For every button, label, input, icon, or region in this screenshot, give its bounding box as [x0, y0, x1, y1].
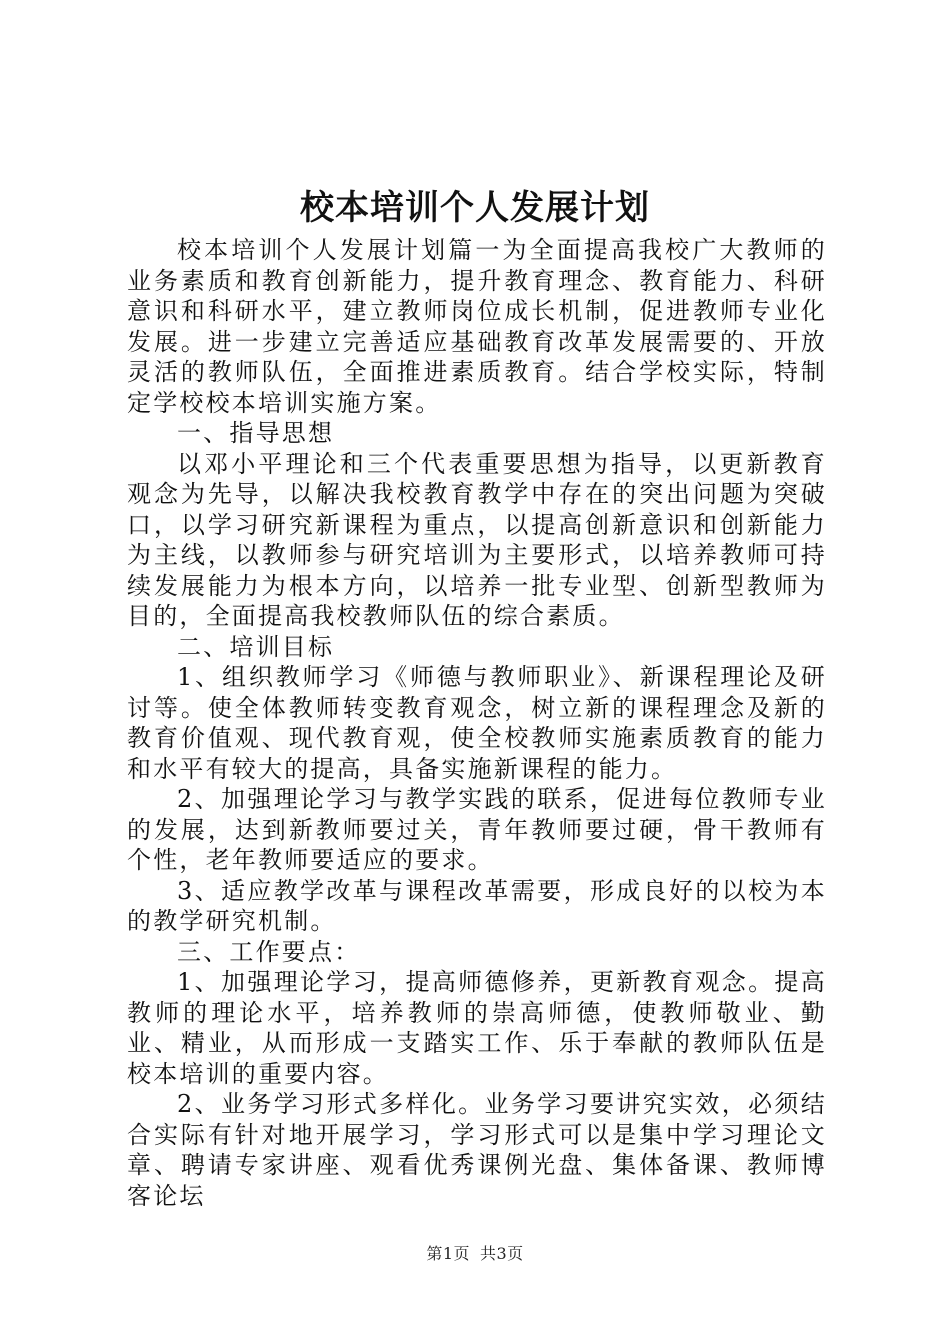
paragraph-work-point-1: 1、加强理论学习，提高师德修养，更新教育观念。提高教师的理论水平，培养教师的崇高师德，使教师敬业、勤业、精业，从而形成一支踏实工作、乐于奉献的教师队伍是校本培训的重要内容。: [127, 968, 827, 1088]
paragraph-work-point-2: 2、业务学习形式多样化。业务学习要讲究实效，必须结合实际有针对地开展学习，学习形式可以是集中学习理论文章、聘请专家讲座、观看优秀课例光盘、集体备课、教师博客论坛: [127, 1090, 827, 1210]
section-heading-work-points: 三、工作要点：: [177, 937, 361, 966]
paragraph-intro: 校本培训个人发展计划篇一为全面提高我校广大教师的业务素质和教育创新能力，提升教育理念、教育能力、科研意识和科研水平，建立教师岗位成长机制，促进教师专业化发展。进一步建立完善适应基础教育改革发展需要的、开放灵活的教师队伍，全面推进素质教育。结合学校实际，特制定学校校本培训实施方案。: [127, 236, 827, 417]
paragraph-goal-1: 1、组织教师学习《师德与教师职业》、新课程理论及研讨等。使全体教师转变教育观念，树立新的课程理念及新的教育价值观、现代教育观，使全校教师实施素质教育的能力和水平有较大的提高，具备实施新课程的能力。: [127, 663, 827, 783]
page-footer: [0, 1244, 950, 1264]
section-heading-guiding-ideology: 一、指导思想: [177, 419, 335, 447]
section-heading-training-goals: 二、培训目标: [177, 632, 335, 661]
page-total: 共3页: [480, 1244, 524, 1263]
page-title: 校本培训个人发展计划: [300, 188, 650, 228]
paragraph-goal-3: 3、适应教学改革与课程改革需要，形成良好的以校为本的教学研究机制。: [127, 876, 827, 935]
paragraph-goal-2: 2、加强理论学习与教学实践的联系，促进每位教师专业的发展，达到新教师要过关，青年教师要过硬，骨干教师有个性，老年教师要适应的要求。: [127, 785, 827, 874]
document-body: [127, 235, 827, 1211]
page-number: 第1页: [426, 1244, 470, 1263]
paragraph-guiding-ideology: 以邓小平理论和三个代表重要思想为指导，以更新教育观念为先导，以解决我校教育教学中存在的突出问题为突破口，以学习研究新课程为重点，以提高创新意识和创新能力为主线，以教师参与研究培训为主要形式，以培养教师可持续发展能力为根本方向，以培养一批专业型、创新型教师为目的，全面提高我校教师队伍的综合素质。: [127, 449, 827, 630]
